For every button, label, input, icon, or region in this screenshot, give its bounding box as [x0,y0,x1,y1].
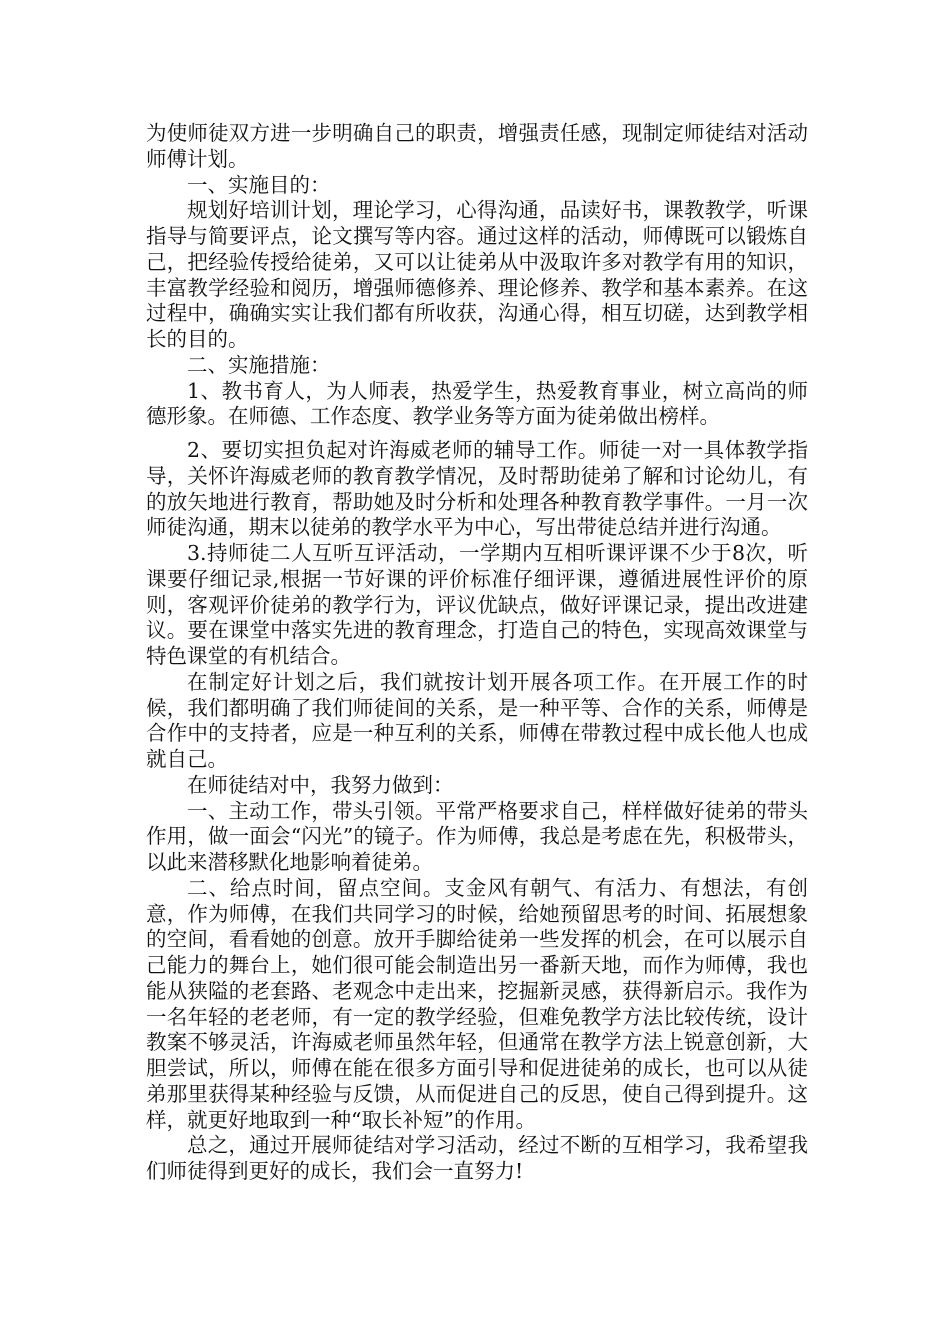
paragraph-measure-3: 3.持师徒二人互听互评活动，一学期内互相听课评课不少于8次，听课要仔细记录,根据一节好课的评价标准仔细评课，遵循进展性评价的原则，客观评价徒弟的教学行为，评议优缺点，做好评课记录，提出改进建议。要在课堂中落实先进的教育理念，打造自己的特色，实现高效课堂与特色课堂的有机结合。 [146,541,808,668]
paragraph-plan-execution: 在制定好计划之后，我们就按计划开展各项工作。在开展工作的时候，我们都明确了我们师徒间的关系，是一种平等、合作的关系，师傅是合作中的支持者，应是一种互利的关系，师傅在带教过程中成长他人也成就自己。 [146,669,808,771]
paragraph-conclusion: 总之，通过开展师徒结对学习活动，经过不断的互相学习，我希望我们师徒得到更好的成长，我们会一直努力! [146,1133,808,1183]
paragraph-effort-1: 一、主动工作，带头引领。平常严格要求自己，样样做好徒弟的带头作用，做一面会“闪光”的镜子。作为师傅，我总是考虑在先，积极带头，以此来潜移默化地影响着徒弟。 [146,798,808,874]
document-body [146,121,808,1185]
heading-purpose: 一、实施目的： [187,172,331,197]
paragraph-effort-2: 二、给点时间，留点空间。支金风有朝气、有活力、有想法，有创意，作为师傅，在我们共同学习的时候，给她预留思考的时间、拓展想象的空间，看看她的创意。放开手脚给徒弟一些发挥的机会，在可以展示自己能力的舞台上，她们很可能会制造出另一番新天地，而作为师傅，我也能从狭隘的老套路、老观念中走出来，挖掘新灵感，获得新启示。我作为一名年轻的老老师，有一定的教学经验，但难免教学方法比较传统，设计教案不够灵活，许海威老师虽然年轻，但通常在教学方法上锐意创新，大胆尝试，所以，师傅在能在很多方面引导和促进徒弟的成长，也可以从徒弟那里获得某种经验与反馈，从而促进自己的反思，使自己得到提升。这样，就更好地取到一种“取长补短”的作用。 [146,875,808,1132]
heading-measures: 二、实施措施： [187,352,331,377]
paragraph-purpose: 规划好培训计划，理论学习，心得沟通，品读好书，课教教学，听课指导与简要评点，论文撰写等内容。通过这样的活动，师傅既可以锻炼自己，把经验传授给徒弟，又可以让徒弟从中汲取许多对教学有用的知识，丰富教学经验和阅历，增强师德修养、理论修养、教学和基本素养。在这过程中，确确实实让我们都有所收获，沟通心得，相互切磋，达到教学相长的目的。 [146,198,808,351]
paragraph-efforts-heading: 在师徒结对中，我努力做到： [187,772,454,797]
paragraph-intro: 为使师徒双方进一步明确自己的职责，增强责任感，现制定师徒结对活动师傅计划。 [146,121,808,171]
paragraph-measure-1: 1、教书育人，为人师表，热爱学生，热爱教育事业，树立高尚的师德形象。在师德、工作态度、教学业务等方面为徒弟做出榜样。 [146,378,808,429]
paragraph-measure-2: 2、要切实担负起对许海威老师的辅导工作。师徒一对一具体教学指导，关怀许海威老师的教育教学情况，及时帮助徒弟了解和讨论幼儿，有的放矢地进行教育，帮助她及时分析和处理各种教育教学事件。一月一次师徒沟通，期末以徒弟的教学水平为中心，写出带徒总结并进行沟通。 [146,438,808,540]
